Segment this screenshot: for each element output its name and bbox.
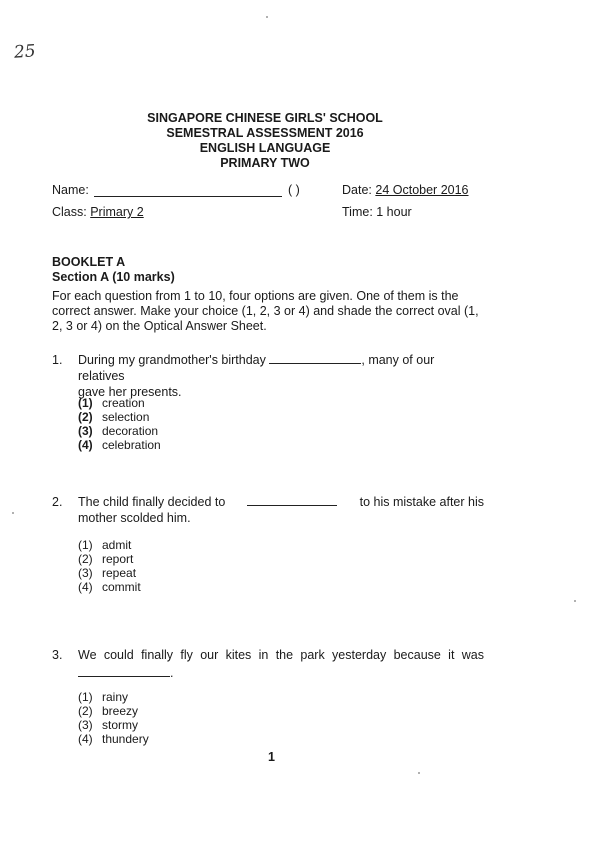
question-text: to his mistake after his [359,495,484,509]
page-number: 1 [268,750,275,764]
scan-speck [266,16,268,18]
date-label: Date: [342,183,372,197]
question-text: During my grandmother's birthday [78,353,266,367]
option: (3) stormy [78,718,138,732]
school-name: SINGAPORE CHINESE GIRLS' SCHOOL [147,111,383,125]
option: (2) report [78,552,134,566]
question-text: gave her presents. [78,385,182,399]
scan-speck [418,772,420,774]
class-value: Primary 2 [90,205,144,219]
answer-blank [269,363,361,364]
option: (4) celebration [78,438,161,452]
handwritten-mark: 25 [13,41,37,63]
option: (2) breezy [78,704,139,718]
class-field [52,205,144,219]
question-text: mother scolded him. [78,511,191,525]
question-text: The child finally decided to [78,495,226,509]
option: (1) rainy [78,690,129,704]
question-text: We could finally fly our kites in the park yesterday because it was [78,648,484,662]
question-number: 3. [52,648,63,662]
option: (4) commit [78,580,141,594]
scan-speck [12,512,14,514]
date-field [342,183,469,197]
option: (3) repeat [78,566,137,580]
date-value: 24 October 2016 [375,183,469,197]
instructions: For each question from 1 to 10, four options are given. One of them is the correct answer. Make your choice (1, 2, 3 or 4) and shade the correct oval (1, 2, 3 or 4) on the Optical Answer Sheet. [52,289,479,333]
name-label: Name: [52,183,89,197]
name-field-line [94,184,282,197]
option: (1) creation [78,396,145,410]
subject-title: ENGLISH LANGUAGE [199,141,331,155]
question-number: 2. [52,495,63,509]
option: (2) selection [78,410,150,424]
scan-speck [574,600,576,602]
time-info: Time: 1 hour [342,205,412,219]
answer-blank [247,505,337,506]
exam-title: SEMESTRAL ASSESSMENT 2016 [166,126,364,140]
question-text: , many of our relatives [78,353,435,383]
class-label: Class: [52,205,87,219]
option: (3) decoration [78,424,159,438]
booklet-heading: BOOKLET A [52,255,126,269]
option: (4) thundery [78,732,149,746]
option: (1) admit [78,538,132,552]
question-number: 1. [52,353,63,367]
section-heading: Section A (10 marks) [52,270,175,284]
answer-blank [78,676,170,677]
register-number-parens: ( ) [288,183,300,197]
question-text: . [170,666,174,680]
level-title: PRIMARY TWO [220,156,310,170]
